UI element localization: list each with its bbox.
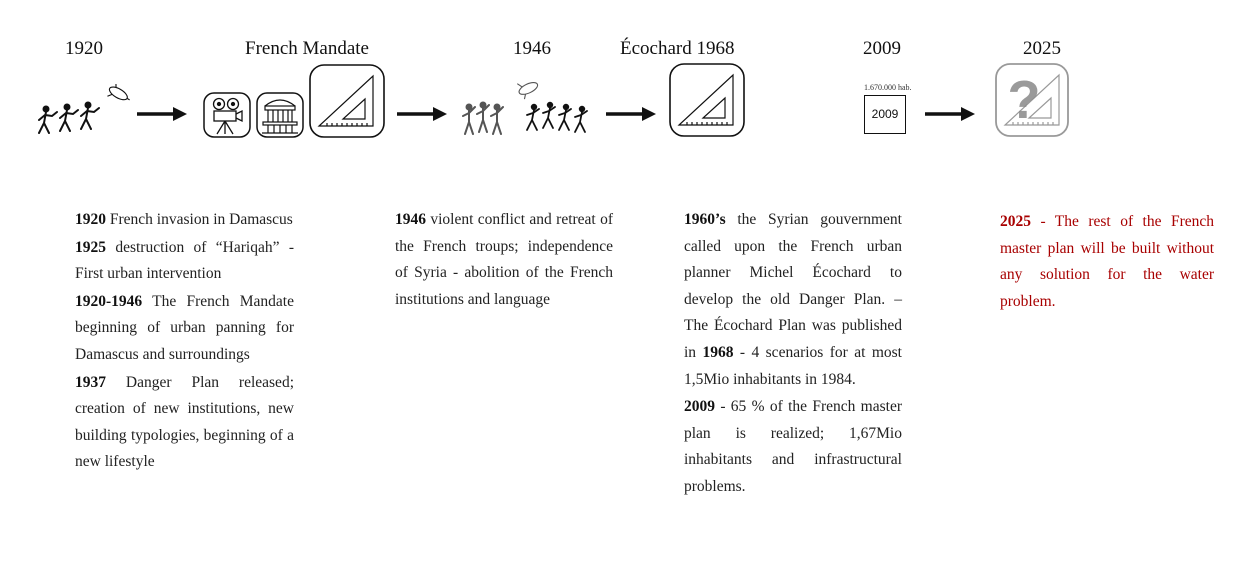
label-1946: 1946 (513, 38, 551, 59)
entry-1920: 1920 French invasion in Damascus (75, 211, 293, 228)
text-column-1960s (684, 207, 902, 502)
entry-2025: 2025 - The rest of the French master plan will be built without any solution for the water problem. (1000, 213, 1214, 310)
entry-2009: 2009 - 65 % of the French master plan is realized; 1,67Mio inhabitants and infrastructural problems. (684, 398, 902, 495)
invading-soldiers-icon (30, 84, 132, 142)
arrow-right-icon (397, 105, 449, 123)
arrow-right-icon (137, 105, 189, 123)
set-square-plan-icon (669, 63, 745, 137)
label-2009: 2009 (863, 38, 901, 59)
label-2025: 2025 (1023, 38, 1061, 59)
arrow-right-icon (925, 105, 977, 123)
label-ecochard-1968: Écochard 1968 (620, 38, 735, 59)
label-french-mandate: French Mandate (245, 38, 369, 59)
label-1920: 1920 (65, 38, 103, 59)
text-column-1920 (75, 207, 294, 477)
entry-1937: 1937 Danger Plan released; creation of new institutions, new building typologies, beginning of a new lifestyle (75, 373, 294, 471)
question-mark-icon: ? (1007, 70, 1041, 130)
uncertain-plan-icon (995, 63, 1071, 137)
arrow-right-icon (606, 105, 658, 123)
entry-1960s: 1960’s the Syrian gouvernment called upon the French urban planner Michel Écochard to develop the old Danger Plan. – The Écochard Plan was published in 1968 - 4 scenarios for at most 1,5Mio inhabitants in 1984. (684, 211, 902, 388)
entry-1946: 1946 violent conflict and retreat of the French troups; independence of Syria - abolition of the French institutions and language (395, 211, 613, 308)
set-square-plan-icon (309, 64, 385, 138)
population-year-box: 2009 (864, 95, 906, 134)
text-column-2025 (1000, 209, 1214, 316)
text-column-1946 (395, 207, 613, 314)
conflict-retreat-icon (459, 80, 595, 140)
cinema-camera-icon (203, 92, 251, 138)
institution-building-icon (256, 92, 304, 138)
entry-1925: 1925 destruction of “Hariqah” - First urban intervention (75, 238, 294, 283)
population-label: 1.670.000 hab. (864, 83, 912, 92)
entry-1920-1946: 1920-1946 The French Mandate beginning of urban panning for Damascus and surroundings (75, 292, 294, 363)
